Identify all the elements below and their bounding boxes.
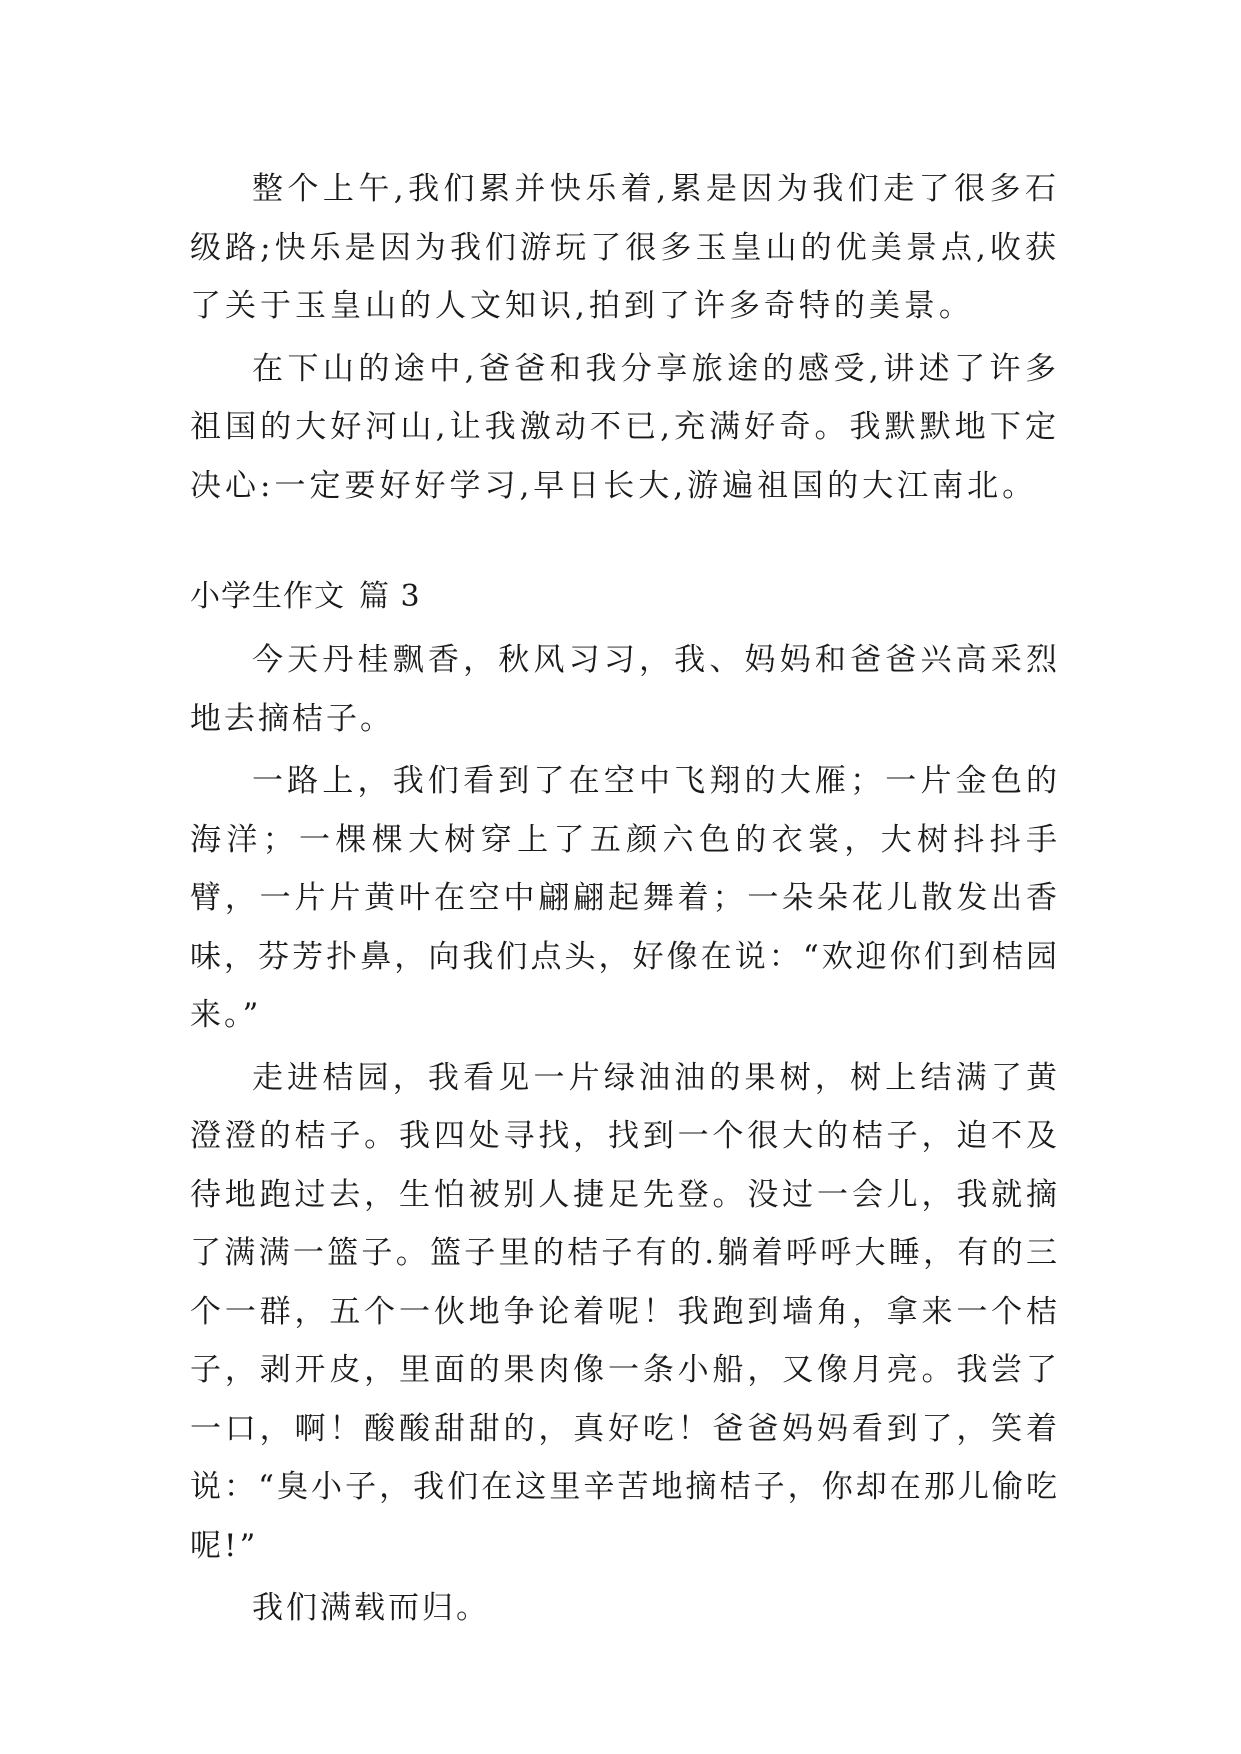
paragraph: 在下山的途中,爸爸和我分享旅途的感受,讲述了许多祖国的大好河山,让我激动不已,充满好奇。我默默地下定决心:一定要好好学习,早日长大,游遍祖国的大江南北。 [190, 350, 1060, 504]
paragraph: 我们满载而归。 [252, 1590, 490, 1626]
paragraph: 今天丹桂飘香，秋风习习，我、妈妈和爸爸兴高采烈地去摘桔子。 [190, 642, 1060, 737]
section-spacer [190, 519, 1060, 571]
section-title: 小学生作文 [190, 579, 345, 614]
section-number: 篇 3 [359, 579, 421, 614]
section-heading [190, 571, 1060, 623]
paragraph: 走进桔园，我看见一片绿油油的果树，树上结满了黄澄澄的桔子。我四处寻找，找到一个很大的桔子，迫不及待地跑过去，生怕被别人捷足先登。没过一会儿，我就摘了满满一篮子。篮子里的桔子有的.躺着呼呼大睡，有的三个一群，五个一伙地争论着呢！我跑到墙角，拿来一个桔子，剥开皮，里面的果肉像一条小船，又像月亮。我尝了一口，啊！酸酸甜甜的，真好吃！爸爸妈妈看到了，笑着说：“臭小子，我们在这里辛苦地摘桔子，你却在那儿偷吃呢!” [190, 1059, 1060, 1564]
paragraph: 整个上午,我们累并快乐着,累是因为我们走了很多石级路;快乐是因为我们游玩了很多玉皇山的优美景点,收获了关于玉皇山的人文知识,拍到了许多奇特的美景。 [190, 171, 1060, 324]
document-body [190, 160, 1060, 1642]
paragraph: 一路上，我们看到了在空中飞翔的大雁；一片金色的海洋；一棵棵大树穿上了五颜六色的衣裳，大树抖抖手臂，一片片黄叶在空中翩翩起舞着；一朵朵花儿散发出香味，芬芳扑鼻，向我们点头，好像在说：“欢迎你们到桔园来。” [190, 763, 1060, 1033]
